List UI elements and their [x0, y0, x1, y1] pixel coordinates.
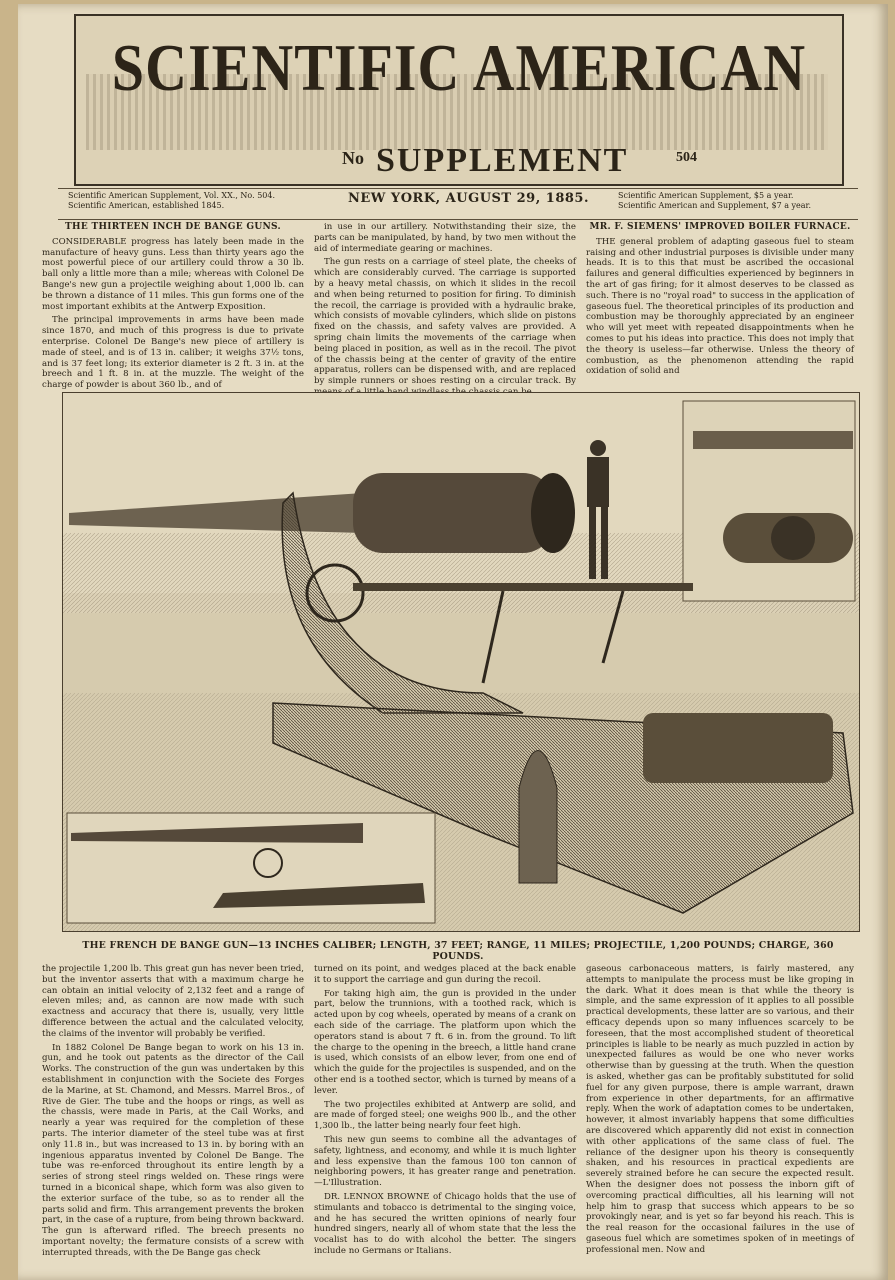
issue-number: 504 [676, 150, 697, 165]
article1-paragraph1: CONSIDERABLE progress has lately been made in the manufacture of heavy guns. Less than thirty years ago the most powerful piece of our artillery could throw a 30 lb. ball only a little more than a mile; whereas with Colonel De Bange's new gun a projectile weighing about 1,000 lb. can be thrown a distance of 11 miles. This gun forms one of the most important exhibits at the Antwerp Exposition. [42, 236, 304, 312]
dateline-left [68, 191, 318, 211]
illustration-caption: THE FRENCH DE BANGE GUN—13 INCHES CALIBER; LENGTH, 37 FEET; RANGE, 11 MILES; PROJECTILE, 1,200 POUNDS; CHARGE, 360 POUNDS. [82, 940, 834, 962]
lower-col2-paragraph3: The two projectiles exhibited at Antwerp are solid, and are made of forged steel; one weighs 900 lb., and the other 1,300 lb., the latter being nearly four feet high. [314, 1099, 576, 1132]
lower-col2-paragraph5: DR. LENNOX BROWNE of Chicago holds that the use of stimulants and tobacco is detrimental to the singing voice, and he has secured the written opinions of nearly four hundred singers, nearly all of whom state that the less the vocalist has to do with alcohol the better. The singers include no Germans or Italians. [314, 1191, 576, 1256]
gun-illustration-svg [63, 393, 859, 931]
newspaper-page [18, 4, 888, 1280]
article2-column [586, 222, 854, 386]
article2-paragraph1: THE general problem of adapting gaseous fuel to steam raising and other industrial purposes is divisible under many heads. It is to this that must be ascribed the occasional failures and general difficulties experienced by beginners in the art of gas firing; for it almost deserves to be classed as such. There is no "royal road" to success in the application of gaseous fuel. The theoretical principles of its production and combustion may be thoroughly appreciated by an engineer who will yet meet with repeated disappointments when he comes to put his ideas into practice. This does not imply that the theory is useless—far otherwise. Unless the theory of combustion, as the phenomenon attending the rapid oxidation of solid and [586, 236, 854, 377]
lower-col1-paragraph1: the projectile 1,200 lb. This great gun has never been tried, but the inventor asserts that with a maximum charge he can obtain an initial velocity of 2,132 feet and a range of eleven miles; and, as cannon are now made with such exactness and accuracy that there is, usually, very little difference between the actual and the calculated velocity, the claims of the inventor will probably be verified. [42, 964, 304, 1039]
article1-title: THE THIRTEEN INCH DE BANGE GUNS. [65, 222, 281, 232]
dateline-right [618, 191, 858, 211]
de-bange-gun-engraving [62, 392, 860, 932]
dateline-left-line2: Scientific American, established 1845. [68, 201, 225, 210]
lower-column1 [42, 964, 304, 1276]
dateline-right-line1: Scientific American Supplement, $5 a year. [618, 191, 794, 200]
lower-column3 [586, 964, 854, 1276]
masthead-no-label: No [342, 148, 364, 168]
lower-col3-paragraph1: gaseous carbonaceous matters, is fairly mastered, any attempts to manipulate the process must be like groping in the dark. What it does mean is that while the theory is simple, and the same expression of it applies to all possible practical developments, these latter are so various, and their efficacy depends upon so many influences scarcely to be foreseen, that the most accomplished student of theoretical principles is liable to be nearly as much puzzled in action by unexpected failures as would be one who never works otherwise than by guessing at the truth. When the question is asked, whether gas can be profitably substituted for solid fuel for any given purpose, there is ample warrant, drawn from experience in other departments, for an affirmative reply. When the work of adaptation comes to be undertaken, however, it almost invariably happens that some difficulties are discovered which apparently did not exist in connection with other applications of the same class of fuel. The reliance of the designer upon his theory is consequently shaken, and his resources in practical expedients are severely strained before he can secure the expected result. When the designer does not possess the inborn gift of overcoming practical difficulties, all his learning will not help him to grasp that success which appears to be so provokingly near, and is yet so far beyond his reach. This is the real reason for the occasional failures in the use of gaseous fuel which are sometimes spoken of in meetings of professional men. Now and [586, 964, 854, 1255]
lower-col2-paragraph1: turned on its point, and wedges placed at the back enable it to support the carriage and gun during the recoil. [314, 964, 576, 985]
article1-col2-paragraph2: The gun rests on a carriage of steel plate, the cheeks of which are considerably curved. The carriage is supported by a heavy metal chassis, on which it slides in the recoil and when being returned to position for firing. To diminish the recoil, the carriage is provided with a hydraulic brake, which consists of movable cylinders, which slide on pistons fixed on the chassis, and safety valves are provided. A spring chain limits the movements of the carriage when being placed in position, as well as in the recoil. The pivot of the chassis being at the center of gravity of the entire apparatus, rollers can be dispensed with, and are replaced by simple runners or shoes resting on a circular track. By [314, 257, 576, 387]
dateline [58, 188, 858, 220]
lower-column2 [314, 964, 576, 1276]
lower-col2-paragraph4: This new gun seems to combine all the advantages of safety, lightness, and economy, and while it is much lighter and less expensive than the famous 100 ton cannon of neighboring powers, it has greater range and penetration.—L'Illustration. [314, 1134, 576, 1189]
article2-title: MR. F. SIEMENS' IMPROVED BOILER FURNACE. [589, 222, 851, 232]
lower-col1-paragraph2: In 1882 Colonel De Bange began to work on his 13 in. gun, and he took out patents as the director of the Cail Works. The construction of the gun was undertaken by this establishment in conjunction with the Societe des Forges de la Marine, at St. Chamond, and Messrs. Marrel Bros., of Rive de Gier. The tube and the hoops or rings, as well as the chassis, were made in Paris, at the Cail Works, and nearly a year was required for the completion of these parts. The interior diameter of the steel tube was at first only 11.8 in., but was increased to 13 in. by boring with an ingenious apparatus invented by Colonel De Bange. The tube was re-enforced throughout its entire length by a series of strong steel rings welded on. These rings were turned in a biconical shape, which form was also given to the exterior surface of the tube, so as to render all the parts solid and firm. This arrangement prevents the broken part, in the case of a rupture, from being thrown backward. The gun is afterward rifled. The breech presents no important novelty; the fermature consists of a screw with interrupted threads, with the De Bange gas check [42, 1042, 304, 1258]
lower-col2-paragraph2: For taking high aim, the gun is provided in the under part, below the trunnions, with a toothed rack, which is acted upon by cog wheels, operated by means of a crank on each side of the carriage. The platform upon which the operators stand is about 7 ft. 6 in. from the ground. To lift the charge to the opening in the breech, a little hand crane is used, which consists of an elbow lever, from one end of which the guide for the projectiles is suspended, and on the other end is a toothed sector, which is turned by means of a lever. [314, 988, 576, 1096]
article1-col2-paragraph1: in use in our artillery. Notwithstanding their size, the parts can be manipulated, by hand, by two men without the aid of intermediate gearing or machines. [314, 222, 576, 254]
article1-column1 [42, 222, 304, 391]
article1-column2 [314, 222, 576, 386]
article1-paragraph2: The principal improvements in arms have been made since 1870, and much of this progress is due to private enterprise. Colonel De Bange's new piece of artillery is made of steel, and is of 13 in. caliber; it weighs 37½ tons, and is 37 feet long; its exterior diameter is 2 ft. 3 in. at the breech and 1 ft. 8 in. at the muzzle. The weight of the charge of powder is about 360 lb., and of [42, 315, 304, 391]
dateline-left-line1: Scientific American Supplement, Vol. XX., No. 504. [68, 191, 276, 200]
masthead-supplement: SUPPLEMENT [376, 142, 629, 179]
dateline-date: NEW YORK, AUGUST 29, 1885. [348, 191, 589, 206]
dateline-right-line2: Scientific American and Supplement, $7 a year. [618, 201, 812, 210]
masthead [74, 14, 844, 186]
masthead-title: SCIENTIFIC AMERICAN [111, 30, 807, 105]
